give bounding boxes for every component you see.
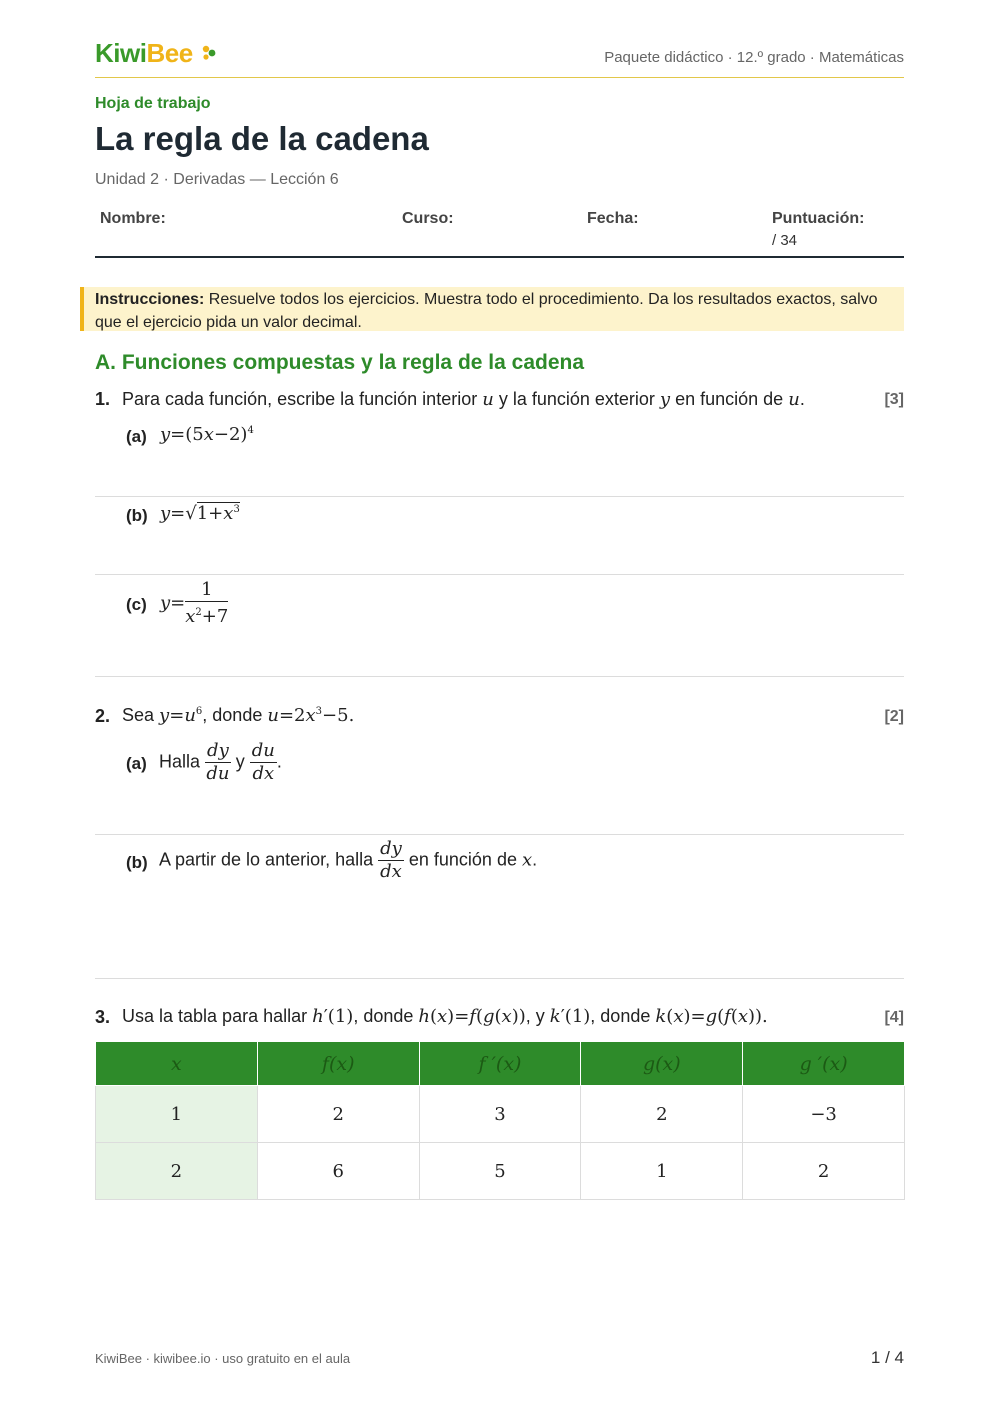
- date-field-label: Fecha:: [587, 210, 639, 227]
- table-cell: 2: [581, 1086, 743, 1143]
- q1-var-y: y: [659, 389, 671, 410]
- table-cell: −3: [743, 1086, 905, 1143]
- q2-text-sea: Sea: [122, 705, 155, 725]
- q1-text-after: en función de: [675, 389, 784, 409]
- q1-marks: [3]: [884, 391, 904, 408]
- q1b-expression: $y=√1+x^3$: [160, 503, 240, 524]
- q2-marks: [2]: [884, 708, 904, 725]
- q3-text-donde2: , donde: [590, 1006, 651, 1026]
- q1b-answer-divider: [95, 574, 904, 575]
- q3-text: Usa la tabla para hallar h′(1), donde h(x)=f(g(x)), y k′(1), donde k(x)=g(f(x)).: [122, 1006, 768, 1027]
- table-cell: 2: [743, 1143, 905, 1200]
- name-field-label: Nombre:: [100, 210, 166, 227]
- header-meta: Paquete didáctico · 12.º grado · Matemáticas: [604, 49, 904, 66]
- score-field-label: Puntuación:: [772, 210, 865, 227]
- page-title: La regla de la cadena: [95, 120, 429, 157]
- table-cell: 3: [419, 1086, 581, 1143]
- footer-text: KiwiBee · kiwibee.io · uso gratuito en el aula: [95, 1351, 351, 1366]
- q2-number: 2.: [95, 706, 111, 726]
- doc-kicker: Hoja de trabajo: [95, 95, 211, 112]
- q3-text-donde1: , donde: [353, 1006, 414, 1026]
- table-header-cell: g(x): [581, 1042, 743, 1086]
- doc-subtitle: Unidad 2 · Derivadas — Lección 6: [95, 171, 339, 188]
- q1-text-before: Para cada función, escribe la función interior: [122, 389, 478, 409]
- q1-period: .: [799, 389, 805, 409]
- instructions-text: [95, 288, 885, 334]
- q2a-text: Halla $\frac{dy}{du}$ y $\frac{du}{dx}$ .: [159, 740, 282, 784]
- q1-var-u2: u: [788, 389, 800, 410]
- q1b-label: (b): [126, 506, 148, 525]
- table-header-cell: x: [96, 1042, 258, 1086]
- page-number: 1 / 4: [870, 1348, 904, 1367]
- q1a-label: (a): [126, 427, 147, 446]
- q2b-text-main: A partir de lo anterior, halla: [159, 849, 374, 870]
- logo-kiwi: Kiwi: [95, 38, 147, 68]
- q1a-answer-divider: [95, 496, 904, 497]
- q3-text-y: , y: [525, 1006, 545, 1026]
- section-a-heading: A. Funciones compuestas y la regla de la cadena: [95, 351, 585, 374]
- score-total: / 34: [772, 232, 798, 249]
- q2b-answer-divider: [95, 978, 904, 979]
- q3-number: 3.: [95, 1007, 111, 1027]
- q1c-expression: y= $\frac{1}{x^2+7}$: [160, 579, 229, 627]
- header-divider: [95, 77, 904, 78]
- table-cell: 2: [96, 1143, 258, 1200]
- table-header-cell: f ′(x): [419, 1042, 581, 1086]
- table-header-cell: g ′(x): [743, 1042, 905, 1086]
- table-header-cell: f(x): [257, 1042, 419, 1086]
- table-row: [96, 1143, 905, 1200]
- instructions-body: Resuelve todos los ejercicios. Muestra todo el procedimiento. Da los resultados exactos, salvo que el ejercicio pida un valor decimal.: [95, 291, 878, 331]
- q2b-text: A partir de lo anterior, halla $\frac{dy}{dx}$ en función de x.: [159, 838, 538, 882]
- q1a-expression: $y=(5x-2)^4$: [160, 424, 254, 445]
- q1c-answer-divider: [95, 676, 904, 677]
- q2a-halla: Halla: [159, 751, 201, 772]
- table-cell: 5: [419, 1143, 581, 1200]
- q2-text-donde: , donde: [202, 705, 263, 725]
- table-cell: 6: [257, 1143, 419, 1200]
- q2a-and: y: [235, 751, 245, 772]
- table-cell: 2: [257, 1086, 419, 1143]
- q2a-answer-divider: [95, 834, 904, 835]
- table-header-row: [96, 1042, 905, 1086]
- q1-var-u: u: [482, 389, 494, 410]
- q2b-text-after: en función de: [408, 849, 517, 870]
- q1c-label: (c): [126, 595, 147, 614]
- q1-number: 1.: [95, 389, 111, 409]
- table-row: [96, 1086, 905, 1143]
- q2b-label: (b): [126, 853, 148, 872]
- q2-text: Sea $y=u^6$, donde $u=2x^3-5$.: [122, 705, 355, 726]
- q1-text: [122, 389, 805, 410]
- brand-logo: [95, 38, 193, 69]
- q1-text-mid: y la función exterior: [498, 389, 655, 409]
- q3-text-start: Usa la tabla para hallar: [122, 1006, 308, 1026]
- logo-dots-icon: [200, 44, 220, 64]
- values-table: [95, 1041, 905, 1200]
- course-field-label: Curso:: [402, 210, 454, 227]
- logo-bee: Bee: [146, 38, 193, 68]
- table-cell: 1: [96, 1086, 258, 1143]
- table-cell: 1: [581, 1143, 743, 1200]
- q2a-label: (a): [126, 754, 147, 773]
- q3-marks: [4]: [884, 1009, 904, 1026]
- fields-divider: [95, 256, 904, 258]
- instructions-label: Instrucciones:: [95, 291, 205, 308]
